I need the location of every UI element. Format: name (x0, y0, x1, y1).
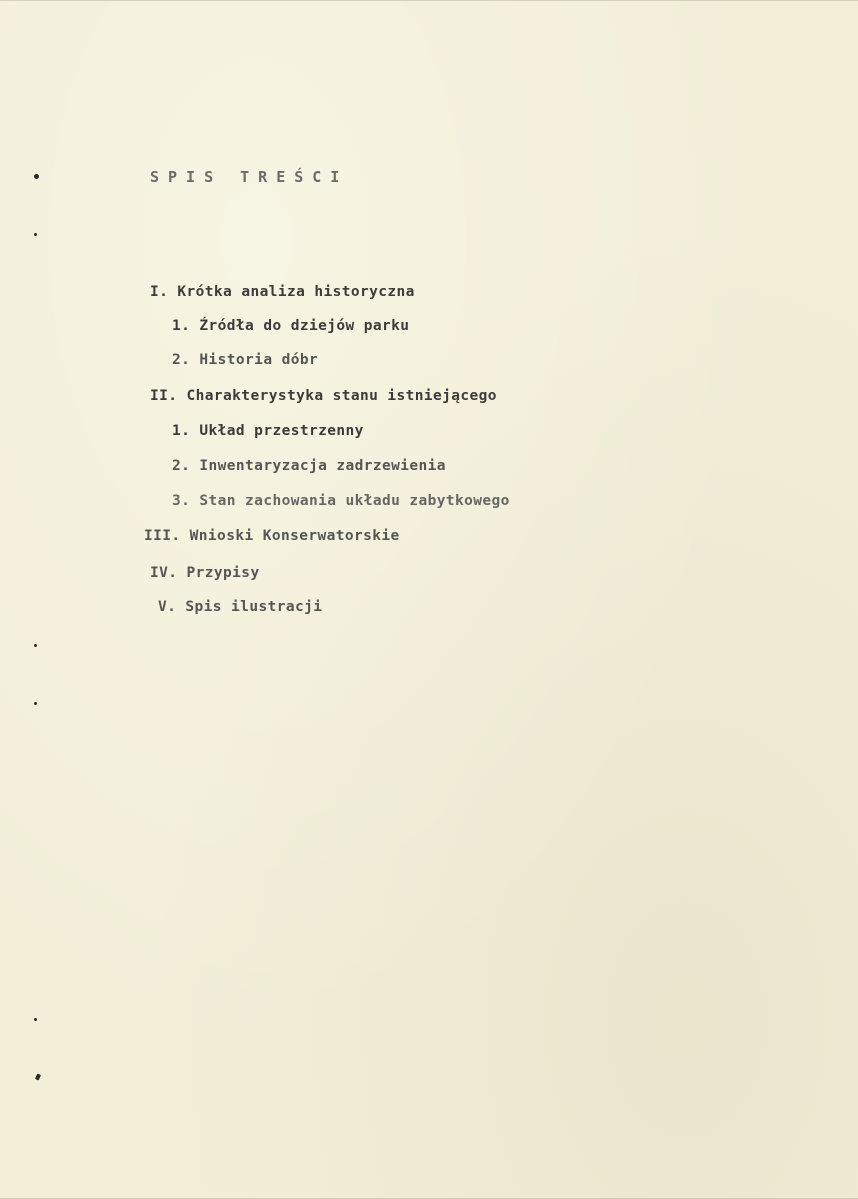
toc-entry-number: 1. (172, 423, 191, 439)
toc-entry (172, 493, 510, 509)
margin-mark-dot (34, 174, 39, 179)
margin-mark-dot (34, 644, 37, 647)
toc-entry-text: Krótka analiza historyczna (177, 284, 415, 300)
toc-entry-number: II. (150, 388, 178, 404)
toc-entry-number: III. (144, 528, 181, 544)
toc-entry-number: 3. (172, 493, 191, 509)
toc-entry (172, 352, 318, 368)
toc-entry (172, 423, 364, 439)
toc-entry-number: V. (158, 599, 177, 615)
margin-mark-tick (35, 1073, 41, 1080)
toc-entry (144, 528, 400, 544)
toc-entry (150, 284, 415, 300)
margin-mark-dot (34, 233, 37, 236)
toc-entry-text: Charakterystyka stanu istniejącego (186, 388, 497, 404)
toc-entry (158, 599, 322, 615)
toc-entry-text: Historia dóbr (199, 352, 319, 368)
toc-entry-number: 2. (172, 458, 191, 474)
toc-entry-number: 1. (172, 318, 191, 334)
toc-entry-text: Źródła do dziejów parku (199, 318, 410, 334)
toc-entry-text: Stan zachowania układu zabytkowego (199, 493, 510, 509)
toc-entry-number: I. (150, 284, 169, 300)
toc-entry-number: 2. (172, 352, 191, 368)
toc-entry-number: IV. (150, 565, 178, 581)
toc-entry (172, 458, 446, 474)
page-top-edge (0, 0, 858, 1)
toc-entry (150, 388, 497, 404)
toc-entry-text: Wnioski Konserwatorskie (189, 528, 400, 544)
margin-mark-dot (34, 702, 37, 705)
page-title: SPIS TREŚCI (150, 168, 349, 186)
toc-entry (172, 318, 409, 334)
toc-entry-text: Przypisy (186, 565, 260, 581)
toc-entry-text: Spis ilustracji (185, 599, 323, 615)
toc-entry-text: Inwentaryzacja zadrzewienia (199, 458, 446, 474)
toc-entry-text: Układ przestrzenny (199, 423, 364, 439)
toc-entry (150, 565, 260, 581)
margin-mark-dot (34, 1018, 37, 1021)
